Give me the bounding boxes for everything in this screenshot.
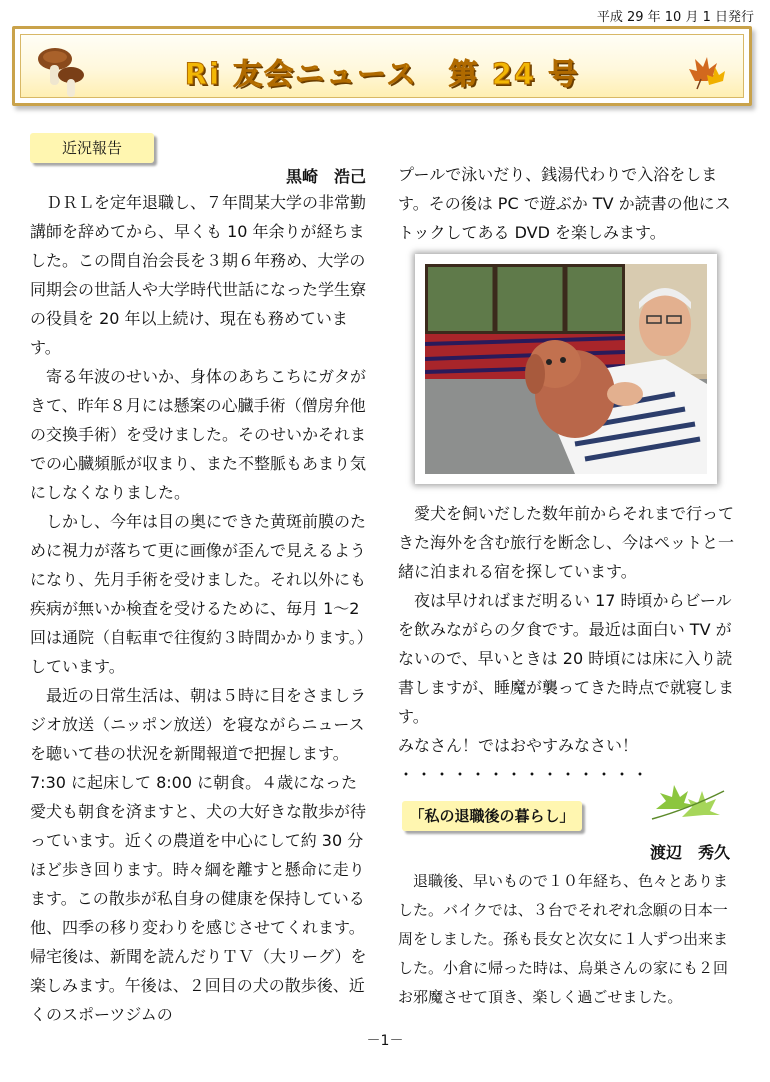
- separator-dots: ・・・・・・・・・・・・・・: [398, 765, 651, 784]
- page-number: －1－: [366, 1033, 404, 1049]
- photo-frame: [415, 254, 717, 484]
- article1-paragraph: 寄る年波のせいか、身体のあちこちにガタがきて、昨年８月には懸案の心臓手術（僧房弁他の交換手術）を受けました。そのせいかそれまでの心臓頻脈が収まり、また不整脈もあまり気にしなくなりました。: [30, 367, 367, 502]
- newsletter-title: Ri 友会ニュース 第 24 号: [184, 57, 580, 91]
- article1-paragraph: しかし、今年は目の奥にできた黄斑前膜のために視力が落ちて更に画像が歪んで見えるようになり、先月手術を受けました。それ以外にも疾病が無いか検査を受けるために、毎月 1～2 回は通院（自転車で往復約３時間かかります。）しています。: [30, 512, 367, 676]
- article2-paragraph: 退職後、早いもので１０年経ち、色々とありました。バイクでは、３台でそれぞれ念願の日本一周をしました。孫も長女と次女に１人ずつ出来ました。小倉に帰った時は、烏巣さんの家にも２回お邪魔させて頂き、楽しく過ごせました。: [398, 872, 729, 1006]
- banner-inner: [20, 34, 744, 98]
- article1-closing: みなさん！ではおやすみなさい！: [398, 736, 639, 755]
- article1-heading: 近況報告: [30, 133, 154, 163]
- article1-paragraph: 愛犬を飼いだした数年前からそれまで行ってきた海外を含む旅行を断念し、今はペットと一緒に泊まれる宿を探しています。: [398, 504, 735, 581]
- newsletter-banner: [12, 26, 752, 106]
- article1-paragraph: 夜は早ければまだ明るい 17 時頃からビールを飲みながらの夕食です。最近は面白い TV がないので、早いときは 20 時頃には床に入り読書しますが、睡魔が襲ってきた時点で就寝します。: [398, 591, 735, 726]
- article2-body: [398, 867, 740, 1012]
- article2-author: 渡辺 秀久: [649, 843, 730, 862]
- article1-right-top: [398, 160, 740, 247]
- issue-date: 平成 29 年 10 月 1 日発行: [596, 10, 754, 25]
- autumn-leaves-icon: [685, 51, 729, 91]
- article1-author: 黒崎 浩己: [286, 167, 367, 186]
- green-maple-leaf-icon: [648, 779, 728, 823]
- article1-right-column: [398, 499, 740, 789]
- man-with-dog-photo: [425, 264, 707, 474]
- article1-paragraph: 最近の日常生活は、朝は５時に目をさましラジオ放送（ニッポン放送）を寝ながらニュースを聴いて巷の状況を新聞報道で把握します。7:30 に起床して 8:00 に朝食。４歳になった愛犬も朝食を済ますと、犬の大好きな散歩が待っています。近くの農道を中心にして約 30 分ほど歩き回ります。時々綱を離すと懸命に走ります。この散歩が私自身の健康を保持している他、四季の移り変わりを感じさせてくれます。帰宅後は、新聞を読んだりＴＶ（大リーグ）を楽しみます。午後は、２回目の犬の散歩後、近くのスポーツジムの: [30, 686, 367, 1024]
- article1-left-column: [30, 188, 370, 1029]
- article1-continued-text: プールで泳いだり、銭湯代わりで入浴をします。その後は PC で遊ぶか TV か読書の他にストックしてある DVD を楽しみます。: [398, 165, 731, 242]
- article1-paragraph: ＤＲＬを定年退職し、７年間某大学の非常勤講師を辞めてから、早くも 10 年余りが経ちました。この間自治会長を３期６年務め、大学の同期会の世話人や大学時代世話になった学生寮の役員を 20 年以上続け、現在も務めています。: [30, 193, 367, 357]
- article2-heading: 「私の退職後の暮らし」: [402, 801, 582, 831]
